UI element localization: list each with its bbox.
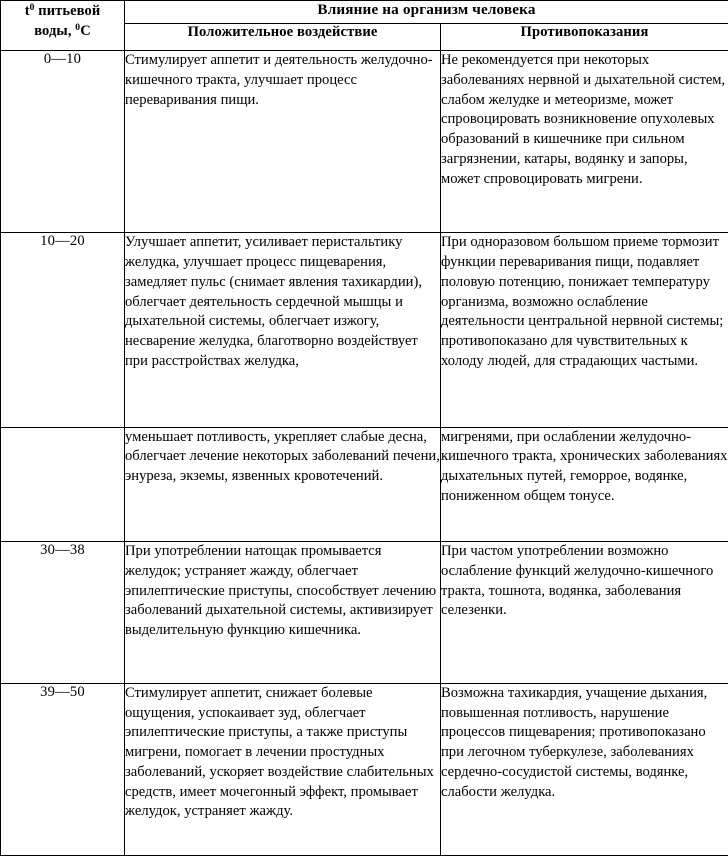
table-row bbox=[1, 51, 728, 233]
header-temp-word1: питьевой bbox=[34, 3, 101, 19]
table-row bbox=[1, 427, 728, 541]
cell-paragraph: Улучшает аппетит, усиливает перистальтику желудка, улучшает процесс пищеварения, замедляет пульс (снимает явления тахикардии), облегчает деятельность сердечной мышцы и дыхательной системы, облегчает изжогу, несварение желудка, благотворно воздействует при расстройствах желудка, bbox=[125, 234, 422, 369]
cell-paragraph: Стимулирует аппетит, снижает болевые ощущения, успокаивает зуд, облегчает эпилептические приступы, а также приступы мигрени, помогает в лечении простудных заболеваний, ускоряет воздействие слабительных средств, имеет мочегонный эффект, промывает желудок, устраняет жажду. bbox=[125, 684, 434, 820]
header-temp-line1 bbox=[1, 1, 124, 21]
cell-paragraph: Возможна тахикардия, учащение дыхания, повышенная потливость, нарушение процессов пищеварения; противопоказано при легочном туберкулезе, заболеваниях сердечно-сосудистой системы, водянке, слабости желудка. bbox=[441, 684, 708, 800]
cell-paragraph: При употреблении натощак промывается желудок; устраняет жажду, облегчает эпилептические приступы, способствует лечению заболеваний дыхательной системы, активизирует выделительную функцию кишечника. bbox=[125, 543, 437, 639]
contraindications-cell bbox=[441, 233, 728, 427]
table-header bbox=[1, 1, 728, 51]
positive-effects-cell bbox=[125, 51, 441, 233]
table-row bbox=[1, 233, 728, 427]
header-temp-unit: C bbox=[80, 23, 91, 39]
cell-paragraph: При частом употреблении возможно ослабление функций желудочно-кишечного тракта, тошнота, водянка, заболевания селезенки. bbox=[441, 543, 714, 619]
header-temperature-column bbox=[1, 1, 125, 51]
cell-paragraph: Стимулирует аппетит и деятельность желудочно-кишечного тракта, улучшает процесс переваривания пищи. bbox=[125, 52, 433, 108]
cell-paragraph: Не рекомендуется при некоторых заболеваниях нервной и дыхательной систем, слабом желудке и метеоризме, может спровоцировать возникновение опухолевых образований в кишечнике при сильном загрязнении, катары, водянку и запоры, может спровоцировать мигрени. bbox=[441, 52, 726, 187]
cell-paragraph: При одноразовом большом приеме тормозит функции переваривания пищи, подавляет половую потенцию, понижает температуру организма, возможно ослабление деятельности центральной нервной системы; противопоказано для чувствительных к холоду людей, для страдающих частыми. bbox=[441, 234, 724, 369]
header-temp-superscript-1: 0 bbox=[29, 2, 35, 14]
temperature-range-cell: 39—50 bbox=[1, 683, 125, 855]
positive-effects-cell bbox=[125, 542, 441, 684]
temperature-range-cell bbox=[1, 427, 125, 541]
contraindications-cell bbox=[441, 427, 728, 541]
positive-effects-cell bbox=[125, 233, 441, 427]
positive-effects-cell bbox=[125, 683, 441, 855]
header-temp-symbol: t bbox=[24, 3, 30, 19]
table-body bbox=[1, 51, 728, 856]
header-temp-line2 bbox=[1, 21, 124, 41]
cell-paragraph: уменьшает потливость, укрепляет слабые десна, облегчает лечение некоторых заболеваний печени, энуреза, экземы, язвенных кровотечений. bbox=[125, 428, 440, 485]
table-row bbox=[1, 683, 728, 855]
contraindications-cell bbox=[441, 51, 728, 233]
header-row-main bbox=[1, 1, 728, 24]
temperature-range-cell: 0—10 bbox=[1, 51, 125, 233]
contraindications-cell bbox=[441, 683, 728, 855]
header-positive-effects: Положительное воздействие bbox=[125, 24, 441, 51]
header-main-title: Влияние на организм человека bbox=[125, 1, 728, 24]
header-temp-superscript-2: 0 bbox=[75, 22, 81, 34]
cell-paragraph: мигренями, при ослаблении желудочно-кишечного тракта, хронических заболеваниях дыхательных путей, геморрое, водянке, пониженном общем тонусе. bbox=[441, 428, 728, 504]
positive-effects-cell bbox=[125, 427, 441, 541]
temperature-range-cell: 10—20 bbox=[1, 233, 125, 427]
header-contraindications: Противопоказания bbox=[441, 24, 728, 51]
temperature-range-cell: 30—38 bbox=[1, 542, 125, 684]
contraindications-cell bbox=[441, 542, 728, 684]
table-row bbox=[1, 542, 728, 684]
header-temp-word2: воды, bbox=[34, 23, 76, 39]
